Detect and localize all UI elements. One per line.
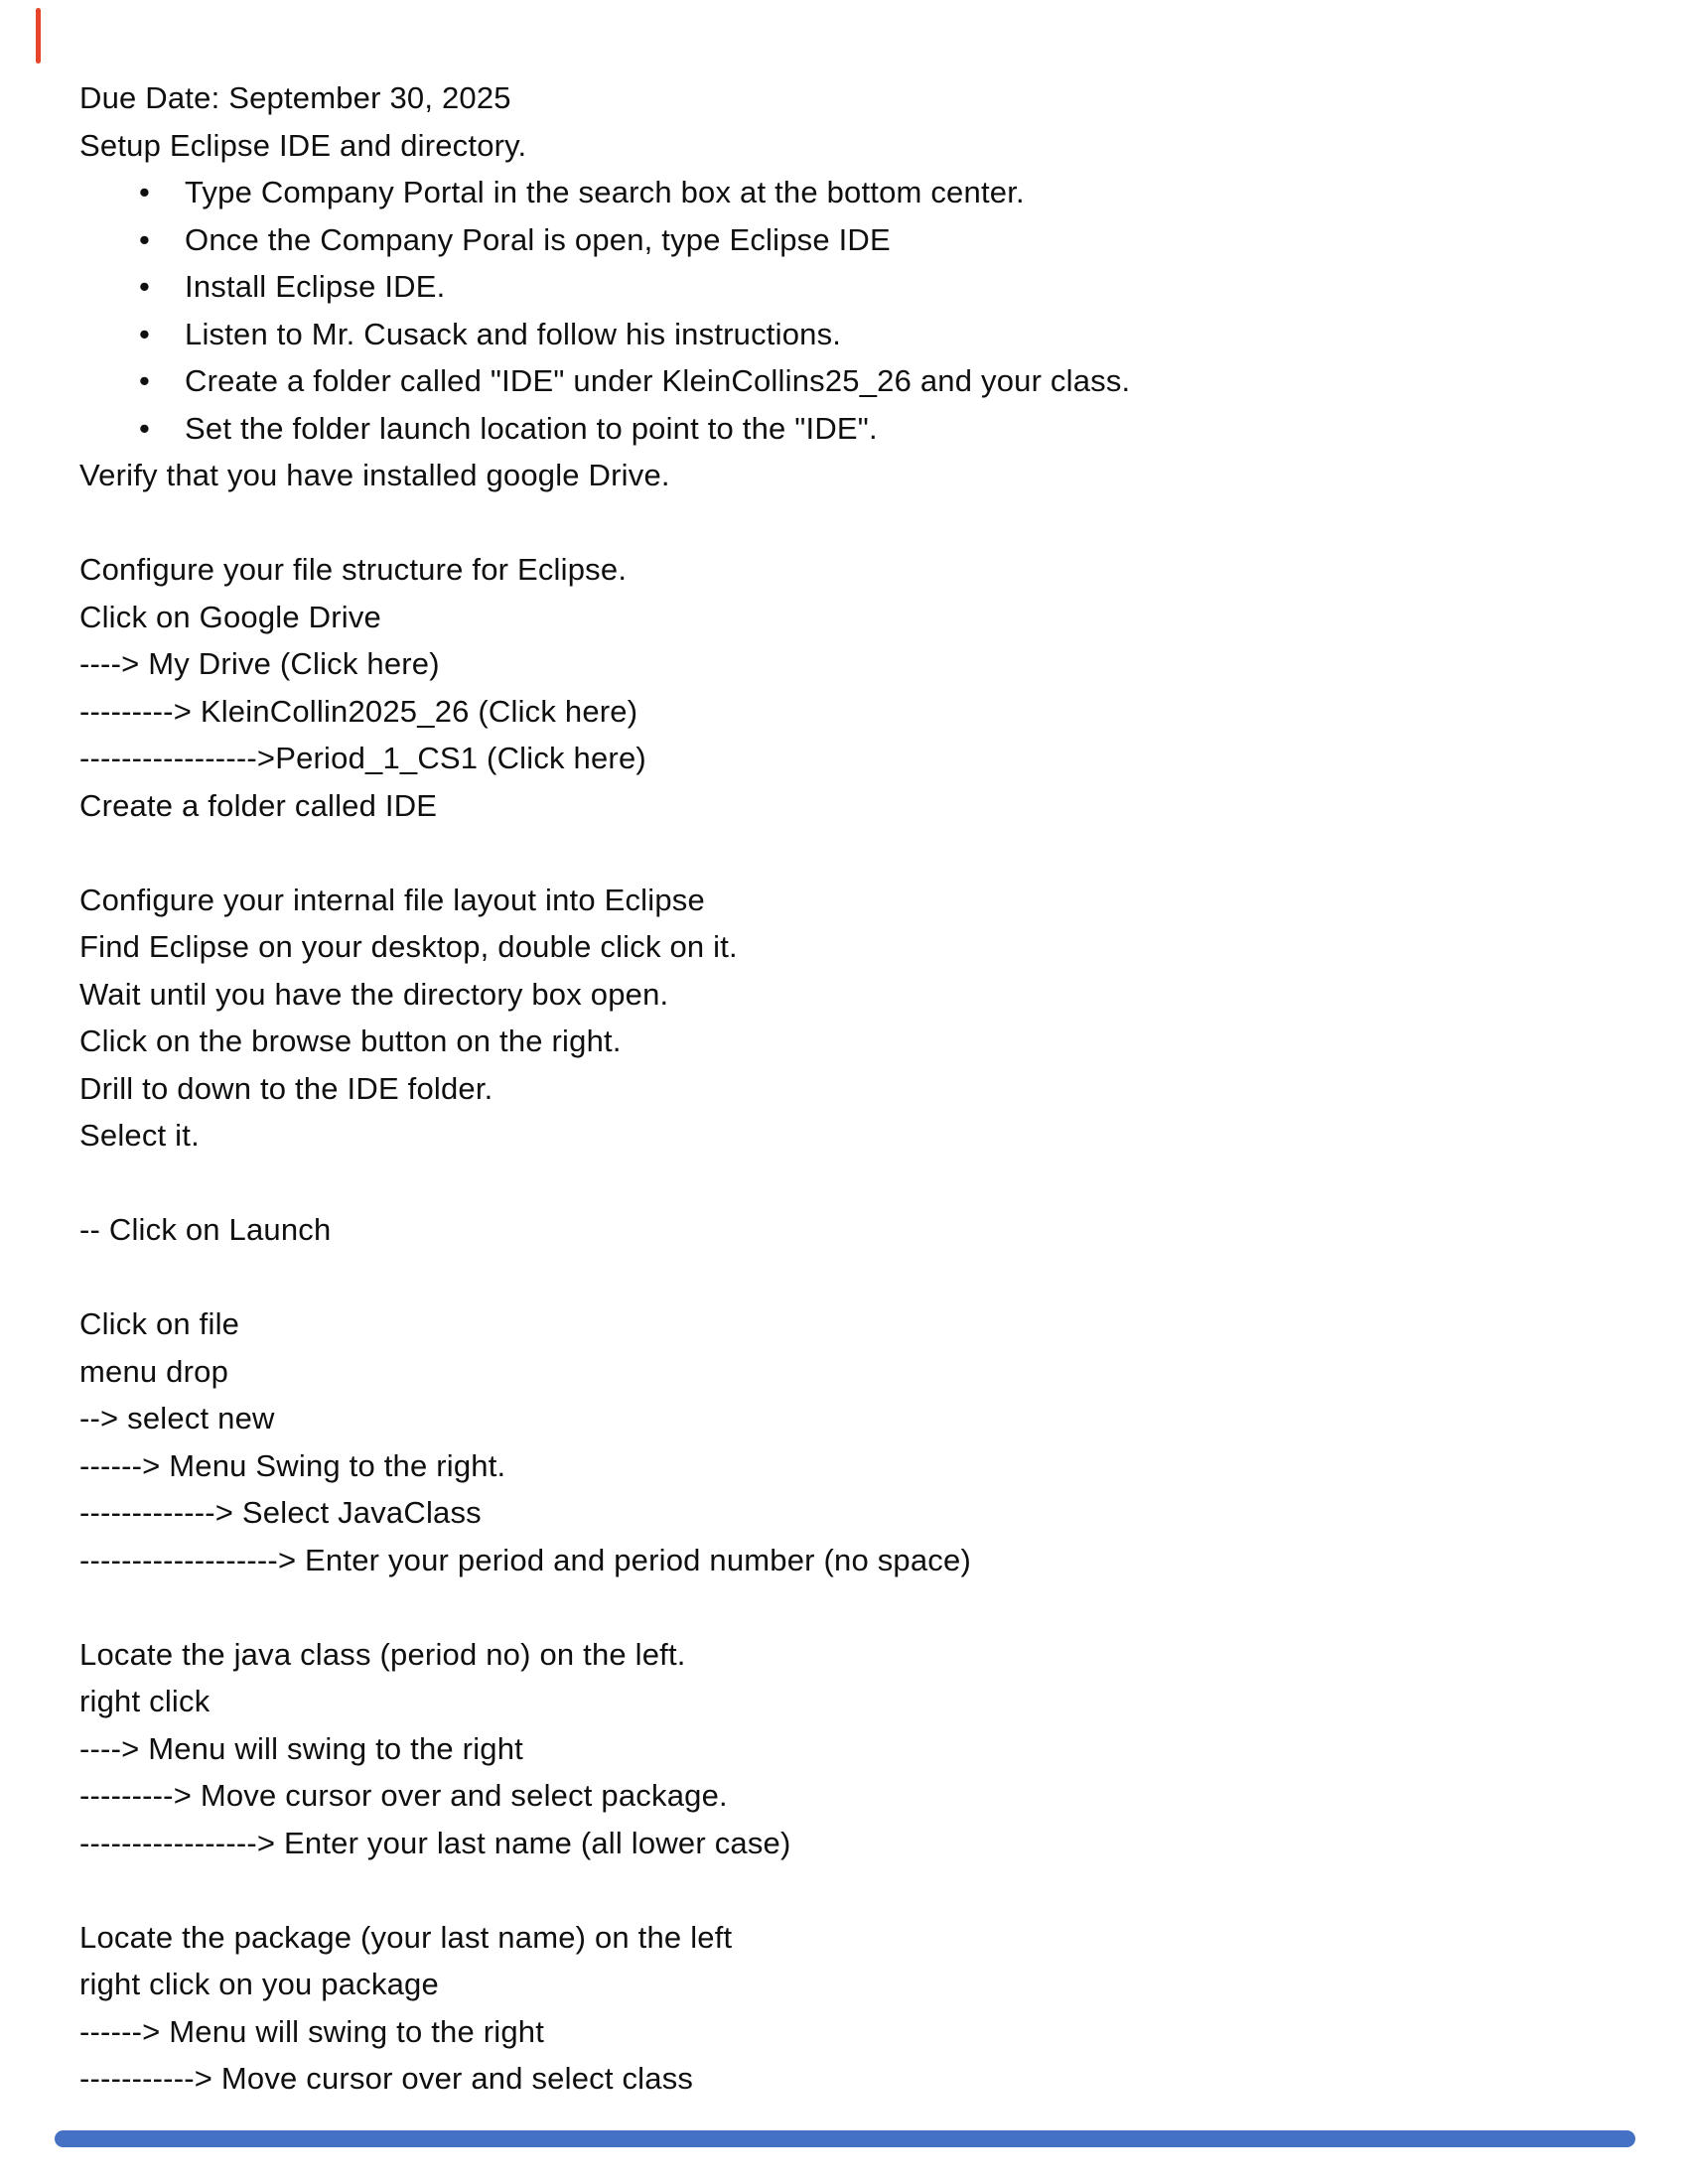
text-line: ------> Menu will swing to the right [79,2013,545,2049]
text-line: Locate the package (your last name) on the left [79,1919,733,1955]
text-line: ----> My Drive (Click here) [79,646,440,681]
bullet-marker: • [139,363,151,398]
bullet-item [0,169,1688,216]
document-body [0,74,1688,2103]
blank-line [0,1583,1688,1631]
text-line: Click on file [79,1306,240,1341]
bullet-marker: • [139,316,151,351]
text-line: Locate the java class (period no) on the left. [79,1636,686,1672]
blank-line [0,829,1688,877]
bullet-marker: • [139,175,151,209]
text-line: Due Date: September 30, 2025 [79,80,511,115]
blank-line [0,1160,1688,1207]
text-line: menu drop [79,1353,229,1389]
text-line: Configure your file structure for Eclipse. [79,552,628,587]
bullet-text: Set the folder launch location to point to the "IDE". [185,410,878,446]
text-line: Click on Google Drive [79,599,381,634]
text-line: Find Eclipse on your desktop, double click on it. [79,929,738,964]
red-ink-stroke [36,8,41,64]
blue-ink-stroke [55,2130,1635,2147]
blank-line [0,1866,1688,1914]
text-line: ------> Menu Swing to the right. [79,1447,506,1483]
bullet-item [0,216,1688,264]
text-line: --> select new [79,1401,275,1435]
text-line: Setup Eclipse IDE and directory. [79,127,527,163]
bullet-item [0,263,1688,311]
text-line: Select it. [79,1118,200,1153]
text-line: -- Click on Launch [79,1212,332,1247]
bullet-text: Type Company Portal in the search box at the bottom center. [185,175,1025,209]
text-line: right click [79,1684,211,1718]
text-line: Click on the browse button on the right. [79,1024,622,1058]
text-line: Verify that you have installed google Drive. [79,458,670,492]
text-line: Configure your internal file layout into Eclipse [79,882,705,917]
text-line: -------------> Select JavaClass [79,1495,482,1530]
text-line: ---------> KleinCollin2025_26 (Click here) [79,693,638,729]
bullet-marker: • [139,269,151,304]
bullet-marker: • [139,221,151,257]
text-line: ----------------->Period_1_CS1 (Click here) [79,741,646,775]
text-line: -------------------> Enter your period and period number (no space) [79,1542,971,1577]
bullet-text: Install Eclipse IDE. [185,269,446,304]
text-line: right click on you package [79,1967,439,2001]
bullet-item [0,311,1688,358]
bullet-item [0,357,1688,405]
blank-line [0,1254,1688,1301]
text-line: ----> Menu will swing to the right [79,1730,523,1766]
bullet-text: Once the Company Poral is open, type Eclipse IDE [185,221,891,257]
bullet-text: Create a folder called "IDE" under KleinCollins25_26 and your class. [185,363,1131,398]
bullet-marker: • [139,410,151,446]
text-line: -----------------> Enter your last name (all lower case) [79,1825,791,1860]
text-line: ---------> Move cursor over and select package. [79,1778,728,1813]
text-line: Wait until you have the directory box open. [79,976,669,1012]
blank-line [0,499,1688,547]
text-line: -----------> Move cursor over and select class [79,2061,694,2096]
text-line: Drill to down to the IDE folder. [79,1070,493,1106]
bullet-item [0,405,1688,453]
bullet-text: Listen to Mr. Cusack and follow his instructions. [185,316,842,351]
text-line: Create a folder called IDE [79,787,438,823]
